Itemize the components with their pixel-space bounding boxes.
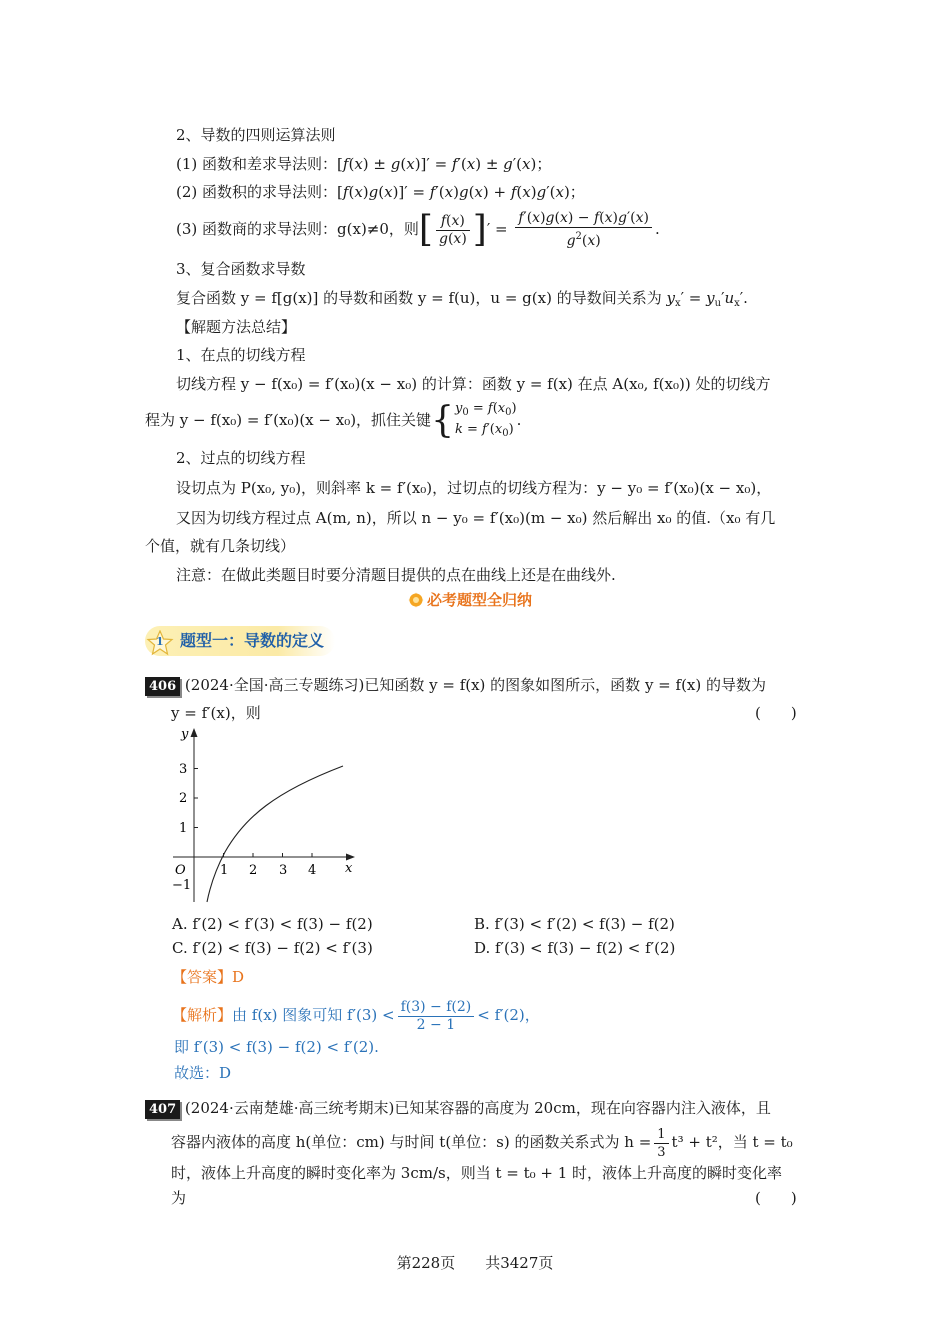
option-d[interactable]: D. f′(3) < f(3) − f(2) < f′(2) (474, 939, 676, 957)
method-heading: 【解题方法总结】 (176, 318, 297, 336)
topic-number: 1 (156, 635, 164, 648)
option-c[interactable]: C. f′(2) < f(3) − f(2) < f′(3) (172, 939, 373, 957)
question-text: 容器内液体的高度 h(单位：cm) 与时间 t(单位：s) 的函数关系式为 h = (171, 1133, 652, 1151)
origin-label: O (175, 863, 186, 878)
rule-label: (3) 函数商的求导法则： (176, 220, 338, 238)
equation-system: { $y_0 = f(x_0)$ $k = f'(x_0)$ (431, 400, 517, 441)
fraction-numerator: 1 (654, 1126, 668, 1144)
method-text: 设切点为 P(x₀, y₀)，则斜率 k = f′(x₀)，过切点的切线方程为：y − y₀ = f′(x₀)(x − x₀)， (176, 479, 772, 497)
rule-label: (2) 函数积的求导法则： (176, 183, 338, 201)
question-stem: 时，液体上升高度的瞬时变化率为 3cm/s，则当 t = t₀ + 1 时，液体上升高度的瞬时变化率 (171, 1164, 783, 1182)
rule-label: (1) 函数和差求导法则： (176, 155, 338, 173)
analysis-line (172, 996, 540, 1034)
question-stem: 为 (171, 1189, 187, 1207)
x-tick-label: 1 (220, 863, 229, 878)
y-tick-label: 2 (179, 791, 188, 806)
method-text: 个值，就有几条切线） (145, 537, 296, 555)
topic-number-badge (146, 630, 174, 661)
option-a[interactable]: A. f′(2) < f′(3) < f(3) − f(2) (172, 915, 373, 933)
fraction-denominator: 3 (657, 1144, 666, 1160)
method-text: 又因为切线方程过点 A(m, n)，所以 n − y₀ = f′(x₀)(m − x₀) 然后解出 x₀ 的值.（x₀ 有几 (176, 509, 776, 527)
x-tick-label: 3 (279, 863, 288, 878)
banner-text: 必考题型全归纳 (427, 591, 533, 609)
composite-text: 复合函数 y = f[g(x)] 的导数和函数 y = f(u)，u = g(x) 的导数间关系为 (176, 289, 662, 307)
question-stem: y = f′(x)，则 (171, 704, 261, 722)
method-note: 注意：在做此类题目时要分清题目提供的点在曲线上还是在曲线外. (176, 566, 616, 584)
question-number-badge: 407 (145, 1100, 180, 1119)
y-tick-label: 3 (179, 762, 188, 777)
x-axis-label: x (345, 861, 353, 876)
section-banner (408, 590, 532, 613)
option-b[interactable]: B. f′(3) < f′(2) < f(3) − f(2) (474, 915, 675, 933)
answer-value: D (232, 968, 245, 986)
section-heading: 3、复合函数求导数 (176, 260, 306, 278)
y-tick-label: 1 (179, 821, 188, 836)
analysis-label: 【解析】 (172, 1006, 233, 1024)
rule-product: (2) 函数积的求导法则：[f(x)g(x)]′ = f′(x)g(x) + f(x)g′(x)； (176, 183, 585, 201)
method-text: 切线方程 y − f(x₀) = f′(x₀)(x − x₀) 的计算：函数 y = f(x) 在点 A(x₀, f(x₀)) 处的切线方 (176, 375, 771, 393)
analysis-line: 故选：D (174, 1064, 232, 1082)
answer-label: 【答案】 (172, 968, 233, 986)
method-sub-heading: 1、在点的切线方程 (176, 346, 306, 364)
page-footer: 第228页 共3427页 (396, 1254, 554, 1272)
gear-sun-icon (408, 592, 424, 613)
question-406 (145, 675, 766, 696)
y-axis-label: y (181, 727, 189, 742)
function-curve (207, 766, 343, 902)
question-stem (171, 1124, 793, 1161)
method-text: 程为 y − f(x₀) = f′(x₀)(x − x₀)，抓住关键 { $y_0 = f(x_0)$ $k = f'(x_0)$ . (145, 400, 522, 441)
fraction-numerator: f(3) − f(2) (398, 999, 475, 1017)
answer-paren: ( ) (755, 704, 797, 722)
question-text: t³ + t²，当 t = t₀ (671, 1133, 793, 1151)
topic-title: 题型一：导数的定义 (180, 631, 325, 650)
fraction-denominator: 2 − 1 (416, 1016, 456, 1033)
question-stem: 已知函数 y = f(x) 的图象如图所示，函数 y = f(x) 的导数为 (364, 676, 767, 694)
x-tick-label: 4 (308, 863, 317, 878)
answer-line (172, 967, 244, 987)
analysis-text: < f′(2)， (477, 1006, 540, 1024)
question-number-badge: 406 (145, 677, 180, 696)
question-source: (2024·云南楚雄·高三统考期末) (184, 1099, 395, 1117)
question-407 (145, 1098, 771, 1119)
composite-rule: 复合函数 y = f[g(x)] 的导数和函数 y = f(u)，u = g(x) 的导数间关系为 $y_x' = y_u'u_x'$. (176, 289, 748, 309)
section-heading: 2、导数的四则运算法则 (176, 126, 336, 144)
method-text-part: 程为 y − f(x₀) = f′(x₀)(x − x₀)，抓住关键 (145, 411, 432, 429)
y-tick-label: −1 (172, 878, 192, 893)
rule-condition: g(x)≠0，则 (337, 220, 419, 238)
analysis-line: 即 f′(3) < f(3) − f(2) < f′(2). (174, 1038, 379, 1056)
function-graph (165, 722, 365, 907)
rule-quotient: (3) 函数商的求导法则：g(x)≠0，则[ $\frac{f(x)}{g(x)}$ ]′ = $\frac{f'(x)g(x) - f(x)g'(x)}{g^2(x)}$ . (176, 209, 660, 250)
x-tick-label: 2 (249, 863, 258, 878)
method-sub-heading: 2、过点的切线方程 (176, 449, 306, 467)
answer-paren: ( ) (755, 1189, 797, 1207)
question-source: (2024·全国·高三专题练习) (184, 676, 365, 694)
rule-sum-difference: (1) 函数和差求导法则：[f(x) ± g(x)]′ = f′(x) ± g′(x)； (176, 155, 552, 173)
question-stem: 已知某容器的高度为 20cm，现在向容器内注入液体，且 (394, 1099, 771, 1117)
analysis-text: 由 f(x) 图象可知 f′(3) < (232, 1006, 395, 1024)
